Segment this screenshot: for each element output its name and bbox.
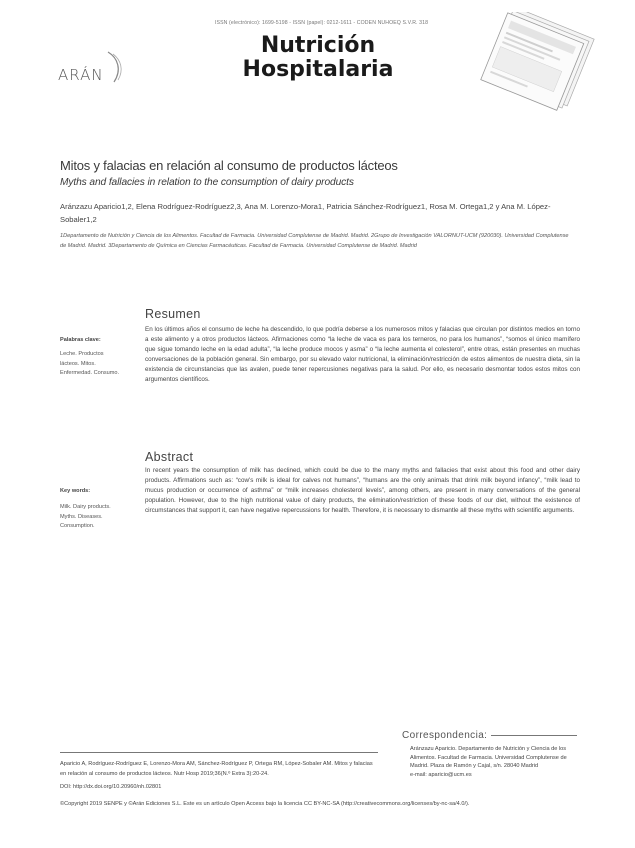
journal-title [236,34,400,82]
abstract-heading: Abstract [145,450,194,464]
key-words-list: Milk. Dairy products. Myths. Diseases. Consumption. [60,504,111,529]
journal-title-line2: Hospitalaria [242,57,394,82]
key-words-label: Key words: [60,488,91,494]
correspondence-address: Aránzazu Aparicio. Departamento de Nutrición y Ciencia de los Alimentos. Facultad de Farmacia. Universidad Complutense de Madrid. Plaza de Ramón y Cajal, s/n. 28040 Madrid [410,746,567,770]
journal-title-line1: Nutrición [260,33,376,58]
issn-line: ISSN (electrónico): 1699-5198 - ISSN (papel): 0212-1611 - CODEN NUHOEQ S.V.R. 318 [215,20,429,26]
correspondence-block [410,745,580,780]
citation-text: Aparicio A, Rodríguez-Rodríguez E, Lorenzo-Mora AM, Sánchez-Rodríguez P, Ortega RM, López-Sobaler AM. Mitos y falacias en relación al consumo de productos lácteos. Nutr Hosp 2019;36(N.º Extra 3):20-24. [60,761,373,777]
citation-rule [60,752,378,753]
journal-cover-thumbnail [468,12,608,122]
correspondence-heading: Correspondencia: [402,730,491,741]
palabras-clave-label: Palabras clave: [60,337,101,343]
article-title-english: Myths and fallacies in relation to the consumption of dairy products [60,177,354,188]
affiliations: 1Departamento de Nutrición y Ciencia de los Alimentos. Facultad de Farmacia. Universidad Complutense de Madrid. Madrid. 2Grupo de Investigación VALORNUT-UCM (920030). Universidad Complutense de Madrid. Madrid. 3Departamento de Química en Ciencias Farmacéuticas. Facultad de Farmacia. Universidad Complutense de Madrid. Madrid [60,233,569,249]
copyright-line: ©Copyright 2019 SENPE y ©Arán Ediciones S.L. Este es un artículo Open Access bajo la licencia CC BY-NC-SA (http://creativecommons.org/licenses/by-nc-sa/4.0/). [60,801,470,807]
author-list: Aránzazu Aparicio1,2, Elena Rodríguez-Rodríguez2,3, Ana M. Lorenzo-Mora1, Patricia Sánchez-Rodríguez1, Rosa M. Ortega1,2 y Ana M. López-Sobaler1,2 [60,202,551,224]
abstract-text: In recent years the consumption of milk has declined, which could be due to the many myths and fallacies that exist about this food and other dairy products. Affirmations such as: “cow's milk is ideal for calves not humans”, “humans are the only animals that drink milk beyond infancy”, “milk lead to mucus production or occurrence of asthma” or “milk increases cholesterol levels”, among others, are present in many conversations of the general population. However, due to the high nutritional value of dairy products, the elimination/restriction of these foods of our diet, without the existence of circumstances that support it, can have negative repercussions for health. Therefore, it is necessary to dismantle all these myths with scientific arguments. [145,467,580,514]
resumen-heading: Resumen [145,307,201,321]
logo-text: ARÁN [58,66,104,84]
palabras-clave-list: Leche. Productos lácteos. Mitos. Enfermedad. Consumo. [60,351,120,376]
article-title-spanish: Mitos y falacias en relación al consumo de productos lácteos [60,158,398,173]
logo-arc [108,52,118,82]
correspondence-email: e-mail: aparicio@ucm.es [410,772,472,779]
aran-logo [56,50,136,90]
resumen-text: En los últimos años el consumo de leche ha descendido, lo que podría deberse a los numerosos mitos y falacias que circulan por distintos medios en torno a este alimento y a otros productos lácteos. Afirmaciones como “la leche de vaca es para los terneros, no para los humanos”, “somos el único mamífero que sigue tomando leche en la edad adulta”, “la leche produce mocos y asma” o “la leche aumenta el colesterol”, entre otras, están presentes en muchas conversaciones de la población general. Sin embargo, por su elevado valor nutricional, la eliminación/restricción de estos alimentos de nuestra dieta, sin la existencia de circunstancias que las avalen, puede tener repercusiones negativas para la salud. Por ello, es necesario desmontar todos estos mitos con argumentos científicos. [145,326,580,383]
doi-link[interactable]: DOI: http://dx.doi.org/10.20960/nh.02801 [60,784,162,790]
